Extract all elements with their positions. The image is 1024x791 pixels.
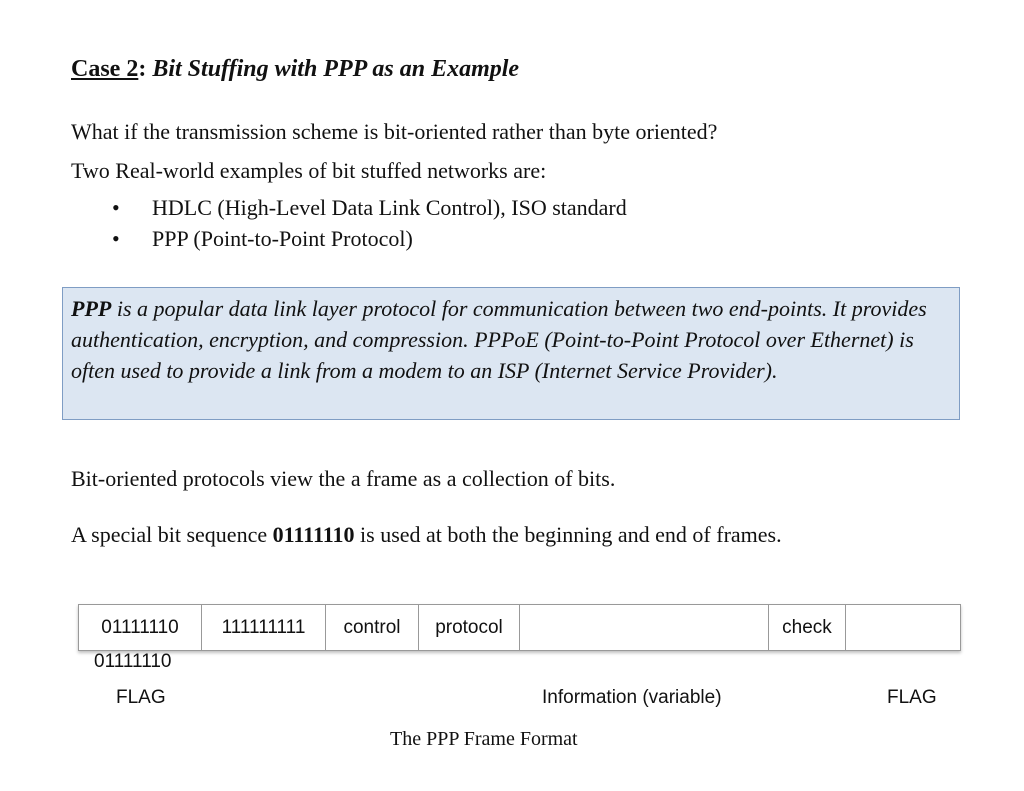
special-sequence-before: A special bit sequence xyxy=(71,522,273,547)
title-colon: : xyxy=(138,56,147,82)
frame-field-start-flag: 01111110 xyxy=(79,605,202,650)
bit-oriented-statement: Bit-oriented protocols view the a frame as a collection of bits. xyxy=(71,466,616,491)
frame-label-information: Information (variable) xyxy=(542,687,722,708)
frame-label-flag-right: FLAG xyxy=(887,687,937,708)
frame-field-check: check xyxy=(769,605,846,650)
callout-keyword: PPP xyxy=(71,296,112,321)
slide-title xyxy=(71,56,519,83)
special-sequence-after: is used at both the beginning and end of frames. xyxy=(354,522,782,547)
frame-label-flag-left: FLAG xyxy=(116,687,166,708)
ppp-callout-box xyxy=(62,287,960,420)
bullet-icon: • xyxy=(112,195,120,220)
frame-field-control: control xyxy=(326,605,419,650)
title-case-label: Case 2 xyxy=(71,56,139,82)
examples-list xyxy=(112,195,627,257)
special-sequence-bits: 01111110 xyxy=(272,522,355,547)
title-subject: Bit Stuffing with PPP as an Example xyxy=(146,56,520,82)
bullet-icon: • xyxy=(112,226,120,251)
special-sequence-statement xyxy=(71,522,782,548)
frame-flag-bits-below: 01111110 xyxy=(94,651,172,672)
list-item xyxy=(112,195,627,226)
ppp-frame-diagram xyxy=(78,604,961,651)
bullet-text: HDLC (High-Level Data Link Control), ISO standard xyxy=(152,195,627,220)
frame-field-protocol: protocol xyxy=(419,605,520,650)
frame-field-end-flag xyxy=(846,605,960,650)
frame-caption: The PPP Frame Format xyxy=(390,728,578,750)
bullet-text: PPP (Point-to-Point Protocol) xyxy=(152,226,413,251)
examples-lead: Two Real-world examples of bit stuffed networks are: xyxy=(71,158,547,183)
list-item xyxy=(112,226,627,257)
callout-text: is a popular data link layer protocol for communication between two end-points. It provides authentication, encryption, and compression. PPPoE (Point-to-Point Protocol over Ethernet) is often used to provide a link from a modem to an ISP (Internet Service Provider). xyxy=(71,296,927,383)
intro-question: What if the transmission scheme is bit-oriented rather than byte oriented? xyxy=(71,119,718,144)
frame-field-address: 111111111 xyxy=(202,605,326,650)
frame-field-information xyxy=(520,605,769,650)
